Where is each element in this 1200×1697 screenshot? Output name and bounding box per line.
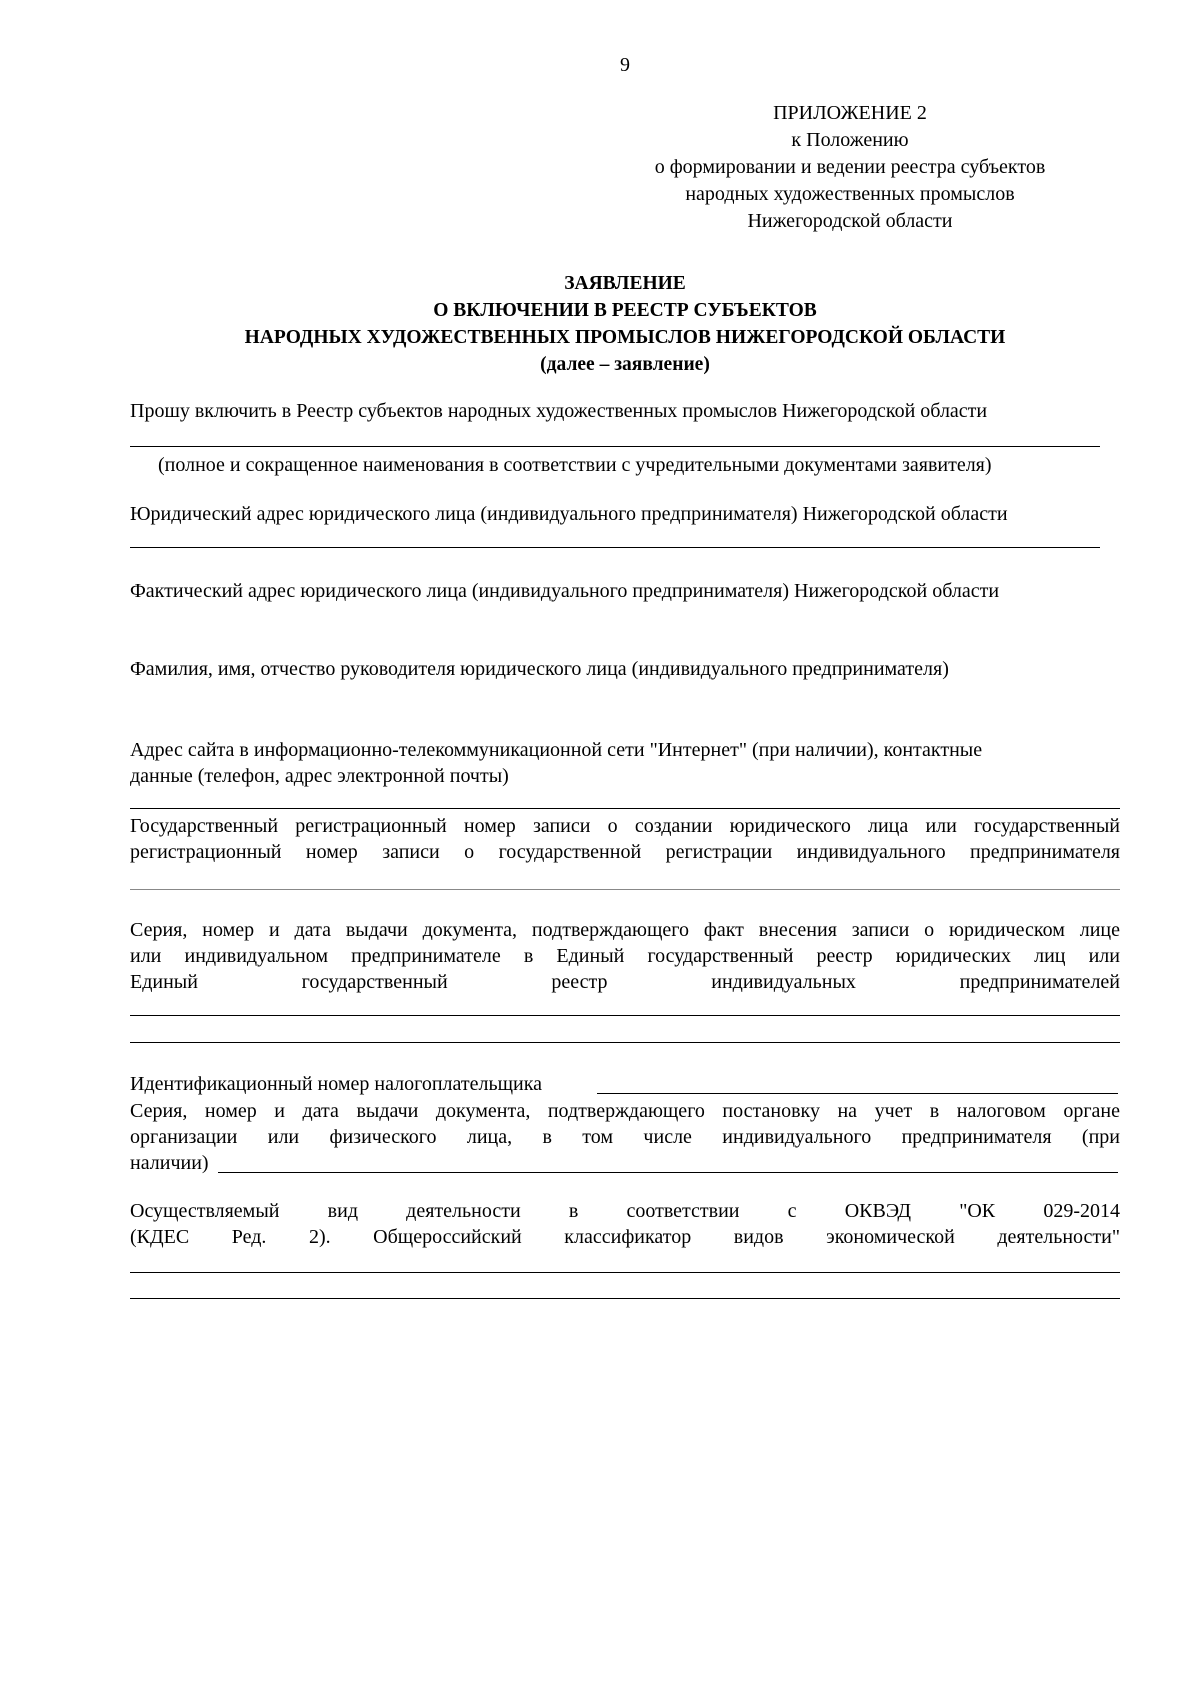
tax-label-cont: организации или физического лица, в том числе индивидуального предпринимателя (при — [130, 1126, 1120, 1148]
okved-label-cont: (КДЕС Ред. 2). Общероссийский классификатор видов экономической деятельности" — [130, 1226, 1120, 1248]
egrul-fill-line-1[interactable] — [130, 1015, 1120, 1016]
inn-label: Идентификационный номер налогоплательщика — [130, 1073, 543, 1095]
tax-fill-line[interactable] — [218, 1172, 1118, 1173]
title-line: НАРОДНЫХ ХУДОЖЕСТВЕННЫХ ПРОМЫСЛОВ НИЖЕГОРОДСКОЙ ОБЛАСТИ — [244, 327, 1006, 348]
okved-fill-line-2[interactable] — [130, 1298, 1120, 1299]
name-fill-line[interactable] — [130, 446, 1100, 447]
egrul-label: Серия, номер и дата выдачи документа, подтверждающего факт внесения записи о юридическом лице — [130, 919, 1120, 941]
egrul-label-cont: Единый государственный реестр индивидуальных предпринимателей — [130, 971, 1120, 993]
title-line: ЗАЯВЛЕНИЕ — [564, 273, 686, 294]
head-name-label: Фамилия, имя, отчество руководителя юридического лица (индивидуального предпринимателя) — [130, 658, 949, 680]
request-text: Прошу включить в Реестр субъектов народных художественных промыслов Нижегородской области — [130, 400, 988, 422]
website-fill-line[interactable] — [130, 808, 1120, 809]
legal-address-fill-line[interactable] — [130, 547, 1100, 548]
legal-address-label: Юридический адрес юридического лица (индивидуального предпринимателя) Нижегородской области — [130, 503, 1008, 525]
ogrn-label: Государственный регистрационный номер записи о создании юридического лица или государственный — [130, 815, 1120, 837]
appendix-header — [590, 100, 1110, 235]
appendix-ref-line: о формировании и ведении реестра субъектов — [654, 156, 1046, 178]
page-number: 9 — [620, 54, 630, 76]
actual-address-label: Фактический адрес юридического лица (индивидуального предпринимателя) Нижегородской области — [130, 580, 1000, 602]
ogrn-fill-line[interactable] — [130, 889, 1120, 890]
okved-label: Осуществляемый вид деятельности в соответствии с ОКВЭД "ОК 029-2014 — [130, 1200, 1120, 1222]
appendix-ref-line: народных художественных промыслов — [685, 183, 1015, 205]
website-label: Адрес сайта в информационно-телекоммуникационной сети "Интернет" (при наличии), контактные — [130, 739, 983, 761]
document-title — [0, 270, 1200, 378]
website-label-cont: данные (телефон, адрес электронной почты) — [130, 765, 509, 787]
appendix-ref-line: Нижегородской области — [747, 210, 953, 232]
title-line: (далее – заявление) — [540, 354, 710, 375]
title-line: О ВКЛЮЧЕНИИ В РЕЕСТР СУБЪЕКТОВ — [433, 300, 817, 321]
appendix-title: ПРИЛОЖЕНИЕ 2 — [773, 102, 927, 124]
okved-fill-line-1[interactable] — [130, 1272, 1120, 1273]
inn-fill-line[interactable] — [597, 1093, 1118, 1094]
egrul-fill-line-2[interactable] — [130, 1042, 1120, 1043]
tax-label-end: наличии) — [130, 1152, 209, 1174]
tax-label: Серия, номер и дата выдачи документа, подтверждающего постановку на учет в налоговом органе — [130, 1100, 1120, 1122]
egrul-label-cont: или индивидуальном предпринимателе в Единый государственный реестр юридических лиц или — [130, 945, 1120, 967]
appendix-ref: к Положению — [791, 129, 909, 151]
name-hint: (полное и сокращенное наименования в соответствии с учредительными документами заявителя) — [158, 454, 992, 476]
ogrn-label-cont: регистрационный номер записи о государственной регистрации индивидуального предпринимателя — [130, 841, 1120, 863]
